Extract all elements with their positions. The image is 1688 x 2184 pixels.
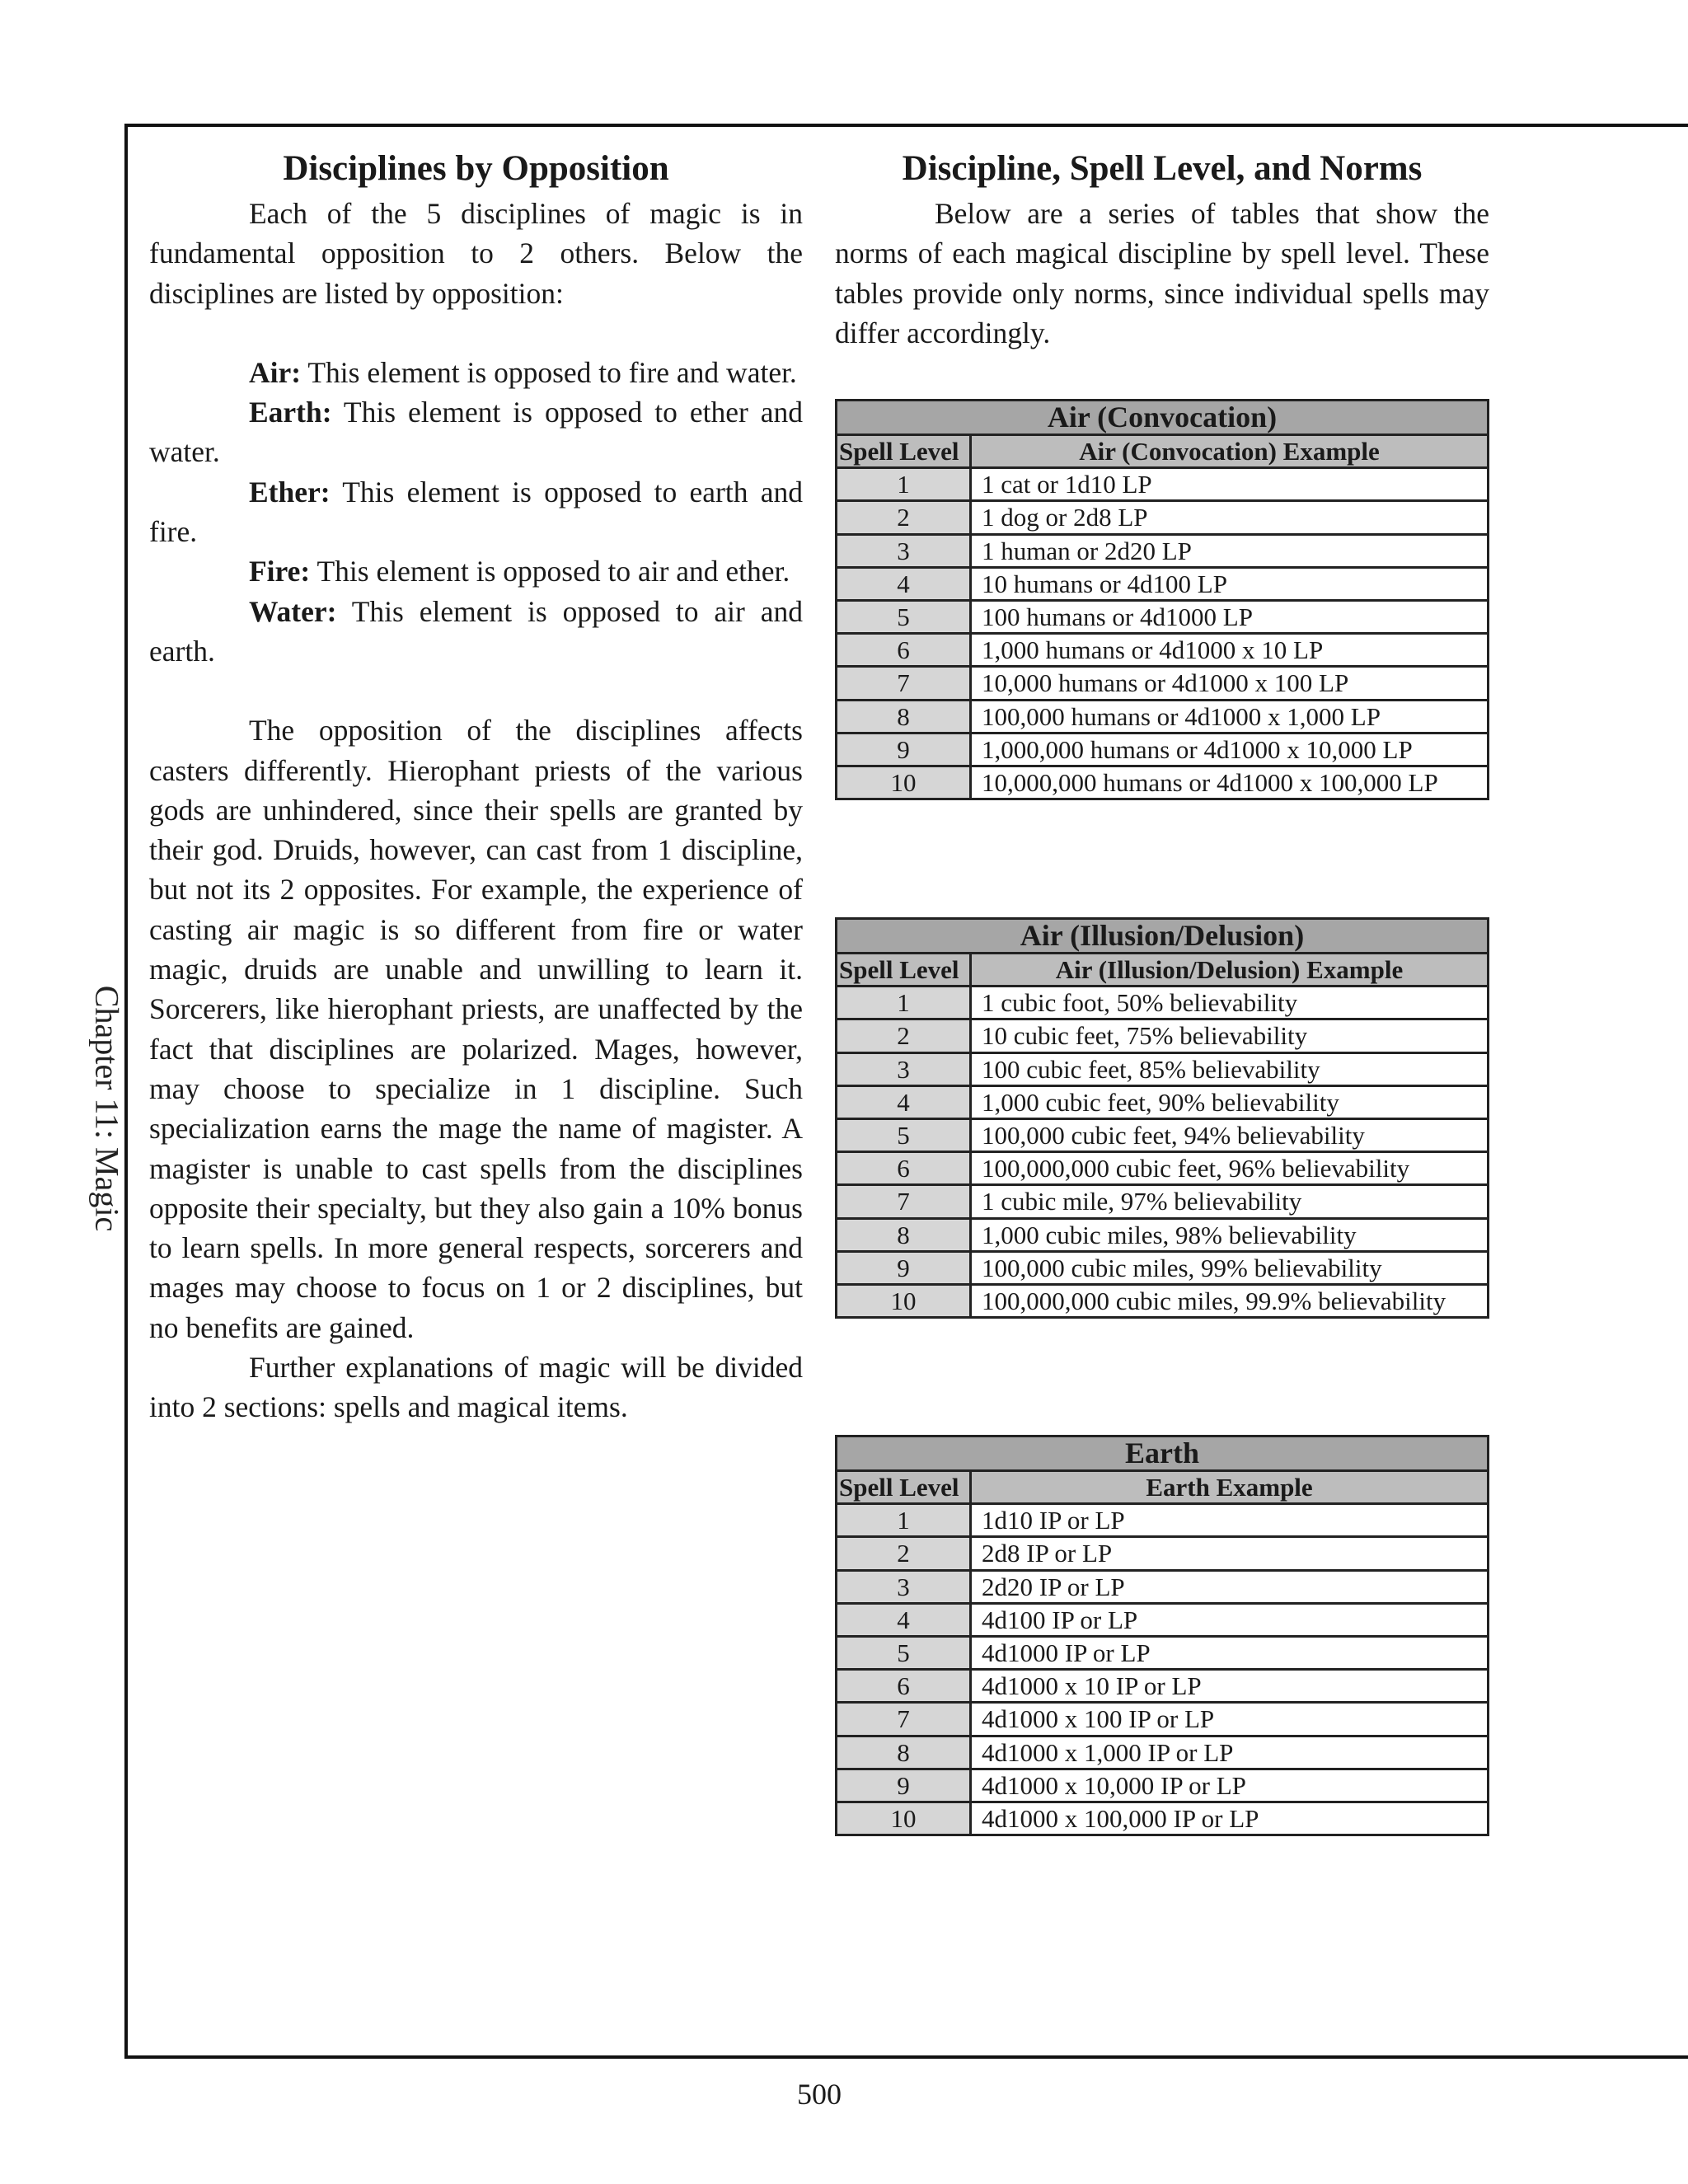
- example-cell: 4d1000 IP or LP: [971, 1636, 1489, 1669]
- example-cell: 4d1000 x 10,000 IP or LP: [971, 1769, 1489, 1802]
- table-title: Air (Convocation): [837, 401, 1489, 435]
- right-column: [835, 144, 1489, 353]
- example-cell: 1 cubic mile, 97% believability: [971, 1185, 1489, 1218]
- opposition-item: [149, 472, 803, 552]
- spell-level-cell: 5: [837, 1636, 971, 1669]
- opposition-intro: Each of the 5 disciplines of magic is in fundamental opposition to 2 others. Below the disciplines are listed by opposition:: [149, 197, 803, 310]
- spell-level-cell: 2: [837, 501, 971, 534]
- table-row: [837, 1636, 1489, 1669]
- spell-level-cell: 9: [837, 1251, 971, 1284]
- table-title: Air (Illusion/Delusion): [837, 919, 1489, 954]
- column-header-example: Air (Convocation) Example: [971, 435, 1489, 468]
- norm-table: [835, 1435, 1489, 1836]
- column-header-example: Earth Example: [971, 1471, 1489, 1504]
- column-header-spell-level: Spell Level: [837, 435, 971, 468]
- table-row: [837, 1802, 1489, 1835]
- opposition-paragraph: The opposition of the disciplines affects casters differently. Hierophant priests of the various gods are unhindered, since their spells are granted by their god. Druids, however, can cast from 1 discipline, but not its 2 opposites. For example, the experience of casting air magic is so different from fire or water magic, druids are unable and unwilling to learn it. Sorcerers, like hierophant priests, are unaffected by the fact that disciplines are polarized. Mages, however, may choose to specialize in 1 discipline. Such specialization earns the mage the name of magister. A magister is unable to cast spells from the disciplines opposite their specialty, but they also gain a 10% bonus to learn spells. In more general respects, sorcerers and mages may choose to focus on 1 or 2 disciplines, but no benefits are gained.: [149, 714, 803, 1344]
- table-row: [837, 1251, 1489, 1284]
- discipline-opposition-text: This element is opposed to earth and fire.: [149, 475, 803, 549]
- spell-level-cell: 6: [837, 634, 971, 667]
- further-explanations-paragraph: Further explanations of magic will be divided into 2 sections: spells and magical items.: [149, 1351, 803, 1424]
- spell-level-cell: 10: [837, 766, 971, 799]
- table-row: [837, 501, 1489, 534]
- example-cell: 1 dog or 2d8 LP: [971, 501, 1489, 534]
- section-heading-norms: Discipline, Spell Level, and Norms: [902, 149, 1423, 188]
- example-cell: 100,000,000 cubic miles, 99.9% believability: [971, 1284, 1489, 1317]
- example-cell: 100,000,000 cubic feet, 96% believability: [971, 1152, 1489, 1185]
- example-cell: 4d1000 x 1,000 IP or LP: [971, 1736, 1489, 1769]
- discipline-name: Earth:: [249, 396, 332, 429]
- discipline-name: Fire:: [249, 555, 311, 588]
- example-cell: 1,000,000 humans or 4d1000 x 10,000 LP: [971, 733, 1489, 766]
- spell-level-cell: 10: [837, 1284, 971, 1317]
- discipline-name: Air:: [249, 355, 302, 389]
- discipline-name: Ether:: [249, 475, 331, 509]
- column-header-spell-level: Spell Level: [837, 1471, 971, 1504]
- spell-level-cell: 1: [837, 1504, 971, 1537]
- table-row: [837, 1118, 1489, 1151]
- table-row: [837, 600, 1489, 633]
- table-row: [837, 1185, 1489, 1218]
- discipline-opposition-text: This element is opposed to fire and water.: [307, 355, 797, 389]
- example-cell: 1,000 cubic feet, 90% believability: [971, 1085, 1489, 1118]
- page-frame-bottom: [124, 2055, 1688, 2059]
- table-row: [837, 1152, 1489, 1185]
- example-cell: 1,000 cubic miles, 98% believability: [971, 1218, 1489, 1251]
- spell-level-cell: 9: [837, 1769, 971, 1802]
- table-row: [837, 987, 1489, 1019]
- opposition-item: [149, 592, 803, 672]
- page-number: 500: [797, 2078, 842, 2111]
- table-row: [837, 1670, 1489, 1703]
- table-row: [837, 1570, 1489, 1603]
- example-cell: 4d1000 x 10 IP or LP: [971, 1670, 1489, 1703]
- discipline-opposition-text: This element is opposed to air and ether.: [316, 555, 790, 588]
- table-row: [837, 1736, 1489, 1769]
- spell-level-cell: 3: [837, 1052, 971, 1085]
- spell-level-cell: 6: [837, 1670, 971, 1703]
- table-title: Earth: [837, 1436, 1489, 1471]
- example-cell: 4d1000 x 100,000 IP or LP: [971, 1802, 1489, 1835]
- chapter-label: Chapter 11: Magic: [88, 985, 126, 1232]
- example-cell: 100,000 humans or 4d1000 x 1,000 LP: [971, 700, 1489, 733]
- table-row: [837, 567, 1489, 600]
- spell-level-cell: 8: [837, 700, 971, 733]
- example-cell: 100 cubic feet, 85% believability: [971, 1052, 1489, 1085]
- discipline-opposition-text: This element is opposed to ether and water.: [149, 396, 803, 469]
- example-cell: 100,000 cubic miles, 99% believability: [971, 1251, 1489, 1284]
- norm-table: [835, 917, 1489, 1319]
- opposition-item: [149, 392, 803, 472]
- discipline-opposition-text: This element is opposed to air and earth.: [149, 594, 803, 668]
- table-row: [837, 1218, 1489, 1251]
- spell-level-cell: 6: [837, 1152, 971, 1185]
- table-row: [837, 1769, 1489, 1802]
- example-cell: 1 cat or 1d10 LP: [971, 468, 1489, 501]
- example-cell: 10 cubic feet, 75% believability: [971, 1019, 1489, 1052]
- table-row: [837, 1537, 1489, 1570]
- example-cell: 2d8 IP or LP: [971, 1537, 1489, 1570]
- spell-level-cell: 1: [837, 987, 971, 1019]
- spell-level-cell: 3: [837, 1570, 971, 1603]
- example-cell: 10,000,000 humans or 4d1000 x 100,000 LP: [971, 766, 1489, 799]
- table-row: [837, 634, 1489, 667]
- example-cell: 4d100 IP or LP: [971, 1603, 1489, 1636]
- column-header-spell-level: Spell Level: [837, 954, 971, 987]
- table-row: [837, 1504, 1489, 1537]
- spell-level-cell: 10: [837, 1802, 971, 1835]
- spell-level-cell: 4: [837, 1085, 971, 1118]
- opposition-item: [149, 353, 803, 392]
- spell-level-cell: 4: [837, 567, 971, 600]
- spell-level-cell: 5: [837, 1118, 971, 1151]
- spell-level-cell: 7: [837, 667, 971, 700]
- table-row: [837, 1085, 1489, 1118]
- example-cell: 10 humans or 4d100 LP: [971, 567, 1489, 600]
- table-row: [837, 667, 1489, 700]
- spell-level-cell: 1: [837, 468, 971, 501]
- example-cell: 100,000 cubic feet, 94% believability: [971, 1118, 1489, 1151]
- spell-level-cell: 4: [837, 1603, 971, 1636]
- example-cell: 1 cubic foot, 50% believability: [971, 987, 1489, 1019]
- table-row: [837, 700, 1489, 733]
- norms-intro: Below are a series of tables that show the norms of each magical discipline by spell level. These tables provide only norms, since individual spells may differ accordingly.: [835, 197, 1489, 349]
- example-cell: 2d20 IP or LP: [971, 1570, 1489, 1603]
- table-row: [837, 1603, 1489, 1636]
- table-row: [837, 766, 1489, 799]
- example-cell: 1 human or 2d20 LP: [971, 534, 1489, 567]
- table-row: [837, 1019, 1489, 1052]
- table-row: [837, 1052, 1489, 1085]
- table-row: [837, 1703, 1489, 1736]
- norm-table: [835, 399, 1489, 800]
- discipline-name: Water:: [249, 594, 337, 628]
- spell-level-cell: 7: [837, 1185, 971, 1218]
- table-row: [837, 1284, 1489, 1317]
- spell-level-cell: 2: [837, 1537, 971, 1570]
- example-cell: 10,000 humans or 4d1000 x 100 LP: [971, 667, 1489, 700]
- example-cell: 1d10 IP or LP: [971, 1504, 1489, 1537]
- table-row: [837, 534, 1489, 567]
- example-cell: 1,000 humans or 4d1000 x 10 LP: [971, 634, 1489, 667]
- table-row: [837, 733, 1489, 766]
- example-cell: 4d1000 x 100 IP or LP: [971, 1703, 1489, 1736]
- spell-level-cell: 8: [837, 1218, 971, 1251]
- spell-level-cell: 7: [837, 1703, 971, 1736]
- section-heading-opposition: Disciplines by Opposition: [283, 149, 669, 188]
- column-header-example: Air (Illusion/Delusion) Example: [971, 954, 1489, 987]
- spell-level-cell: 3: [837, 534, 971, 567]
- spell-level-cell: 2: [837, 1019, 971, 1052]
- left-column: [149, 144, 803, 1427]
- spell-level-cell: 5: [837, 600, 971, 633]
- page-frame-top: [124, 124, 1688, 127]
- table-row: [837, 468, 1489, 501]
- opposition-list: [149, 353, 803, 671]
- opposition-item: [149, 551, 803, 591]
- example-cell: 100 humans or 4d1000 LP: [971, 600, 1489, 633]
- spell-level-cell: 9: [837, 733, 971, 766]
- spell-level-cell: 8: [837, 1736, 971, 1769]
